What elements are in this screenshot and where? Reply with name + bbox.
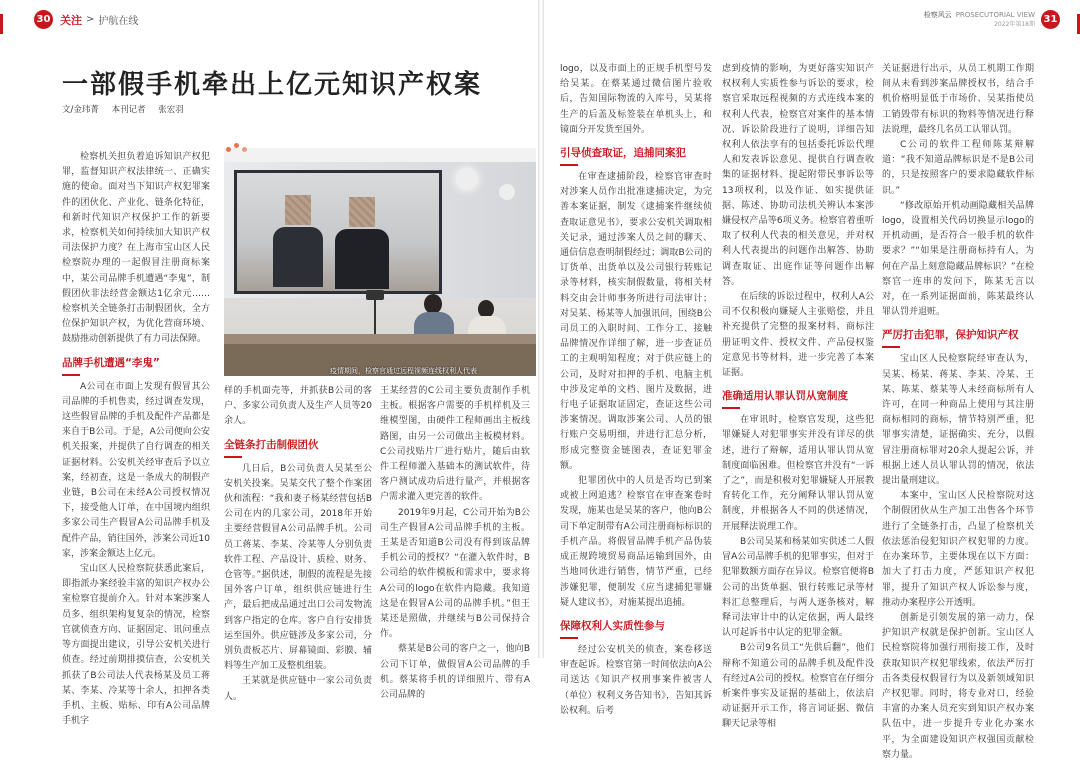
ceiling-light (456, 168, 478, 190)
section-heading: 严厉打击犯罪，保护知识产权 (882, 328, 1034, 348)
photo-decoration (226, 143, 260, 155)
paragraph: C公司的软件工程师陈某辩解道：“我不知道品牌标识是不是B公司的，只是按照客户的要求隐藏软件标识。” (882, 140, 1034, 196)
paragraph: 在审讯时，检察官发现，这些犯罪嫌疑人对犯罪事实并没有详尽的供述，进行了辩解，适用认罪认罚从宽制度面临困难。但检察官并没有“一诉了之”，而是积极对犯罪嫌疑人开展教育转化工作，充分阐释认罪认罚从宽制度，并根据各人不同的供述情况，开展释法说理工作。 (722, 415, 874, 532)
section-heading: 准确适用认罪认罚从宽制度 (722, 389, 874, 409)
left-header (34, 10, 138, 29)
left-edge-mark (0, 14, 3, 34)
participant-body (273, 227, 323, 287)
ceiling-light (499, 184, 515, 200)
article-title: 一部假手机牵出上亿元知识产权案 (62, 70, 483, 100)
page-number-badge: 31 (1041, 10, 1060, 29)
right-col-1 (560, 62, 712, 716)
paragraph: B公司9名员工“先供后翻”，他们辩称不知道公司的品牌手机及配件没有经过A公司的授权。检察官在仔细分析案件事实及证据的基础上，依法启动证据开示工作，将言词证据、微信聊天记录等相 (722, 643, 874, 730)
section-heading: 引导侦查取证，追捕同案犯 (560, 146, 712, 166)
section-separator: > (86, 14, 95, 25)
paragraph: 在审查逮捕阶段，检察官审查时对涉案人员作出批准逮捕决定，为完善本案证据，制发《逮捕案件继续侦查取证意见书》，要求公安机关调取相关记录，通过涉案人员之间的聊天、通信信息查明制假经过；调取B公司的订货单、出货单以及公司银行转账记录等材料，核实制假数量，将相关材料交由会计师事务所进行司法审计；对吴某、杨某等人加强讯问，围绕B公司员工的入职时间、工作分工、接触品牌情况作详细了解，进一步查证员工的主观明知程度；对于供应链上的公司，及时对扣押的手机、电脑主机中涉及定单的文档、图片及数据，进行电子证据取证固定，查证这些公司涉案情况。调取涉案公司、人员的银行账户交易明细，并进行汇总分析，形成完整资金链图表，查证犯罪金额。 (560, 172, 712, 471)
left-col-2 (224, 384, 372, 702)
paragraph: 犯罪团伙中的人员是否均已到案或被上网追逃？检察官在审查案卷时发现，施某也是吴某的客户，他向B公司下单定制带有A公司注册商标标识的手机产品。将假冒品牌手机产品伪装成正规跨境贸易商品运输到国外，由当地同伙进行销售，情节严重，已经涉嫌犯罪，便制发《应当逮捕犯罪嫌疑人建议书》，对施某提出追捕。 (560, 476, 712, 608)
left-col-3 (380, 384, 530, 701)
byline-role: 本刊记者 (111, 105, 146, 115)
paragraph: 本案中，宝山区人民检察院对这个制假团伙从生产加工出售各个环节进行了全链条打击，凸显了检察机关依法惩治侵犯知识产权犯罪的力度。在办案环节，主要体现在以下方面：加大了打击力度，严惩知识产权犯罪，提升了知识产权人诉讼参与度，推动办案程序公开透明。 (882, 491, 1034, 608)
left-col-1 (62, 150, 210, 727)
paragraph: 样的手机面壳等，并抓获B公司的客户、多家公司负责人及生产人员等20余人。 (224, 386, 372, 427)
video-screen (234, 170, 442, 294)
paragraph: 在后续的诉讼过程中，权利人A公司不仅积极向嫌疑人主张赔偿，并且补充提供了完整的报案材料、商标注册证明文件、授权文件、产品侵权鉴定意见书等材料，进一步完善了本案证据。 (722, 292, 874, 379)
right-col-3 (882, 62, 1034, 760)
paragraph: 经过公安机关的侦查，案卷移送审查起诉。检察官第一时间依法向A公司送达《知识产权刑事案件被害人（单位）权利义务告知书》，告知其诉讼权利。后考 (560, 644, 712, 716)
paragraph: logo，以及市面上的正规手机型号发给吴某。在蔡某通过微信图片验收后，告知国际物流的入库号，吴某将生产的后盖及标签装在单机头上，和镜面分开发货至国外。 (560, 64, 712, 135)
byline-author: 文/金玮菁 (62, 105, 99, 115)
issue-number: 2022年第18期 (994, 20, 1035, 28)
paragraph: B公司吴某和杨某如实供述二人假冒A公司品牌手机的犯罪事实，但对于犯罪数额方面存在异议。检察官便将B公司的出货单据、银行转账记录等材料汇总整理后，与两人逐条核对，解释司法审计中的认定依据，两人最终认可起诉书中认定的犯罪金额。 (722, 536, 874, 639)
paragraph: 蔡某是B公司的客户之一，他向B公司下订单，做假冒A公司品牌的手机。蔡某将手机的详细照片、带有A公司品牌的 (380, 644, 530, 701)
left-page (0, 0, 538, 727)
byline-reporter: 张宏羽 (158, 105, 184, 115)
paragraph: 创新是引领发展的第一动力，保护知识产权就是保护创新。宝山区人民检察院将加强行刑衔接工作，及时获取知识产权犯罪线索，依法严厉打击各类侵权假冒行为以及新领域知识产权犯罪。同时，将专业对口，经验丰富的办案人员充实到知识产权办案队伍中，进一步提升专业化办案水平，为全面建设知识产权强国贡献检察力量。 (882, 612, 1034, 760)
blurred-face (285, 195, 311, 225)
blurred-face (349, 197, 375, 227)
section-heading: 品牌手机遭遇“李鬼” (62, 356, 210, 376)
paragraph: 虑到疫情的影响，为更好落实知识产权权利人实质性参与诉讼的要求，检察官采取远程视频的方式连线本案的权利人代表，检察官对案件的基本情况、诉讼阶段进行了说明，详细告知权利人依法享有的包括委托诉讼代理人和发表诉讼意见、提供自行调查收集的证据材料、提起附带民事诉讼等13项权利，以及作证、如实提供证据、陈述、协助司法机关辨认本案涉嫌侵权产品等6项义务。检察官着重听取了权利人代表的相关意见，并对权利人代表提出的问题作出解答、协助调查取证、出庭作证等问题作出解答。 (722, 64, 874, 287)
page-number-badge: 30 (34, 10, 53, 29)
section-label: 关注 (60, 13, 82, 27)
section-heading: 全链条打击制假团伙 (224, 438, 372, 458)
photo-caption: 疫情期间，检察官通过远程视频连线权利人代表 (330, 367, 477, 375)
paragraph: 关证据进行出示，从员工机期工作期间从未看到涉案品牌授权书，结合手机价格明显低于市场价、吴某指使员工销毁带有标识的物料等情况进行释法说理，最终几名员工认罪认罚。 (882, 64, 1034, 135)
paragraph: 2019年9月起，C公司开始为B公司生产假冒A公司品牌手机的主板。王某是否知道B公司没有得到该品牌手机公司的授权？“在灌入软件时，B公司给的软件模板和需求中，要求将A公司的logo在软件内隐藏。我知道这是在假冒A公司的品牌手机。”但王某还是照做，并继续与B公司保持合作。 (380, 507, 530, 640)
byline (62, 103, 194, 115)
right-header (924, 10, 1060, 29)
section-heading: 保障权利人实质性参与 (560, 619, 712, 639)
paragraph: “修改原始开机动画隐藏相关品牌logo，设置相关代码切换显示logo的开机动画，是否符合一般手机的软件要求？”“如果是注册商标持有人，为何在产品上刻意隐藏品牌标识？”在检察官一连串的发问下，陈某无言以对，在一系列证据面前，陈某最终认罪认罚并退赃。 (882, 200, 1034, 318)
participant-body (335, 229, 389, 289)
right-col-2 (722, 62, 874, 730)
article-photo (224, 148, 536, 376)
paragraph: A公司在市面上发现有假冒其公司品牌的手机售卖，经过调查发现，这些假冒品牌的手机及配件产品都是来自于B公司。于是，A公司便向公安机关报案，并提供了自行调查的相关证据材料。公安机关经审查后予以立案，经初查，这是一条成大的制假产业链，B公司在未经A公司授权情况下，接受他人订单，在中国境内组织多家公司生产假冒A公司品牌手机及配件产品，销往国外，涉案公司近10家，涉案金额达上亿元。 (62, 381, 210, 559)
photo-ceiling (224, 148, 536, 162)
paragraph: 宝山区人民检察院经审查认为，吴某、杨某、蒋某、李某、冷某、王某、陈某、蔡某等人未经商标所有人许可，在同一种商品上使用与其注册商标相同的商标，情节特别严重，犯罪事实清楚，证据确实、充分，以假冒注册商标罪对20余人提起公诉，并根据上述人员认罪认罚的情况，依法提出量刑建议。 (882, 354, 1034, 487)
paragraph: 王某经营的C公司主要负责制作手机主板。根据客户需要的手机样机及三维模型图，由硬件工程师画出主板线路图，由另一公司做出主板模材料。C公司找贴片厂进行贴片，随后由软件工程师灌入基础本的测试软件，待客户测试成功后进行量产，并根据客户需求灌入更完善的软件。 (380, 386, 530, 503)
magazine-name-en: PROSECUTORIAL VIEW (955, 10, 1035, 19)
magazine-masthead (924, 11, 1035, 29)
paragraph: 王某就是供应链中一家公司负责人。 (224, 676, 372, 702)
right-page (544, 0, 1080, 760)
paragraph: 宝山区人民检察院获悉此案后，即指派办案经验丰富的知识产权办公室检察官提前介入。针对本案涉案人员多、组织架构复复杂的情况，检察官就侦查方向、证据固定、讯问重点等方面提出建议，引导公安机关进行侦查。经过前期排摸信查，公安机关抓获了B公司法人代表杨某及员工蒋某、李某、冷某等十余人，扣押各类手机、主板、贴标、印有A公司品牌手机字 (62, 564, 210, 727)
paragraph: 检察机关担负着追诉知识产权犯罪，监督知识产权法律统一、正确实施的使命。面对当下知识产权犯罪案件的团伙化、产业化、链条化特征，和新时代知识产权保护工作的新要求，检察机关如何持续加大知识产权司法保护力度？在上海市宝山区人民检察院办理的一起假冒注册商标案中，某公司品牌手机遭遇“李鬼”，制假团伙非法经营金额达1亿余元……检察机关全链条打击制假团伙，全方位保护知识产权，为优化营商环境、鼓励推动创新提供了有力司法保障。 (62, 152, 210, 345)
subsection-label: 护航在线 (98, 16, 139, 27)
paragraph: 几日后，B公司负责人吴某至公安机关投案。吴某交代了整个作案团伙和流程：“我和妻子杨某经营包括B公司在内的几家公司，2018年开始主要经营假冒A公司品牌手机。公司员工蒋某、李某、冷某等人分别负责软件工程、产品设计、质检、财务、仓管等。”据供述，制假的流程是先接国外客户订单，组织供应链进行生产，最后把成品通过出口公司发物流到客户指定的仓库。客户自行安排货运至国外。供应链涉及多家公司，分别负责板芯片、屏幕镜面、彩膜、辅料等生产加工及整机组装。 (224, 463, 372, 672)
magazine-name: 检察风云 (923, 10, 952, 19)
prosecutor-head (424, 294, 442, 314)
